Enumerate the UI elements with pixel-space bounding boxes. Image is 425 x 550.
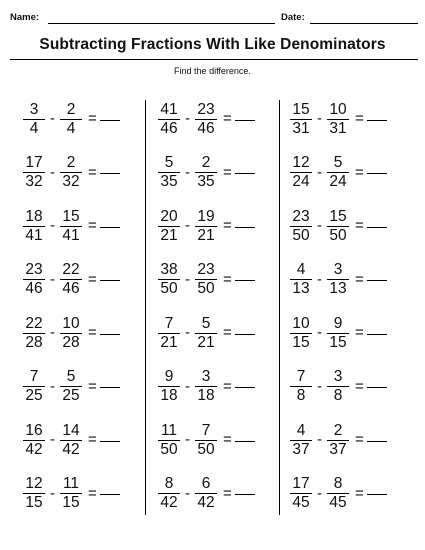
numerator: 2 bbox=[66, 100, 76, 118]
equals-sign: = bbox=[223, 377, 232, 395]
subtrahend-fraction bbox=[60, 209, 82, 244]
subtrahend-fraction bbox=[195, 155, 217, 190]
minuend-fraction bbox=[158, 155, 180, 190]
numerator: 14 bbox=[62, 421, 80, 439]
answer-blank[interactable] bbox=[100, 441, 120, 442]
numerator: 9 bbox=[333, 314, 343, 332]
equals-sign: = bbox=[355, 110, 364, 127]
minus-sign: - bbox=[50, 324, 55, 341]
minuend-fraction bbox=[158, 316, 180, 351]
numerator: 11 bbox=[62, 475, 80, 492]
equals-sign: = bbox=[88, 324, 97, 341]
denominator: 8 bbox=[333, 387, 343, 404]
equals-sign: = bbox=[355, 324, 364, 341]
equals-sign: = bbox=[88, 431, 97, 448]
denominator: 13 bbox=[329, 280, 347, 297]
equals-sign: = bbox=[223, 324, 232, 341]
subtraction-problem bbox=[23, 99, 120, 139]
denominator: 37 bbox=[329, 440, 347, 458]
numerator: 6 bbox=[201, 475, 211, 492]
answer-blank[interactable] bbox=[367, 227, 387, 228]
denominator: 46 bbox=[25, 280, 43, 297]
subtraction-problem bbox=[290, 420, 387, 460]
minuend-fraction bbox=[290, 423, 312, 458]
equals-sign: = bbox=[88, 163, 97, 181]
subtrahend-fraction bbox=[60, 102, 82, 137]
equals-sign: = bbox=[223, 270, 232, 288]
worksheet-header bbox=[10, 12, 418, 26]
subtraction-problem bbox=[158, 313, 255, 353]
denominator: 15 bbox=[62, 494, 80, 511]
minus-sign: - bbox=[50, 484, 55, 502]
denominator: 50 bbox=[329, 226, 347, 244]
subtrahend-fraction bbox=[327, 476, 349, 511]
numerator: 23 bbox=[292, 207, 310, 225]
denominator: 46 bbox=[160, 119, 178, 137]
numerator: 5 bbox=[164, 154, 174, 171]
equals-sign: = bbox=[355, 163, 364, 181]
equals-sign: = bbox=[355, 431, 364, 448]
subtraction-problem bbox=[158, 474, 255, 514]
subtrahend-fraction bbox=[327, 316, 349, 351]
numerator: 17 bbox=[292, 475, 310, 492]
denominator: 21 bbox=[160, 226, 178, 244]
equals-sign: = bbox=[355, 484, 364, 502]
minuend-fraction bbox=[158, 102, 180, 137]
subtrahend-fraction bbox=[195, 423, 217, 458]
equals-sign: = bbox=[88, 270, 97, 288]
equals-sign: = bbox=[355, 377, 364, 395]
subtrahend-fraction bbox=[60, 316, 82, 351]
minuend-fraction bbox=[23, 369, 45, 404]
subtraction-problem bbox=[23, 367, 120, 407]
minus-sign: - bbox=[185, 377, 190, 395]
answer-blank[interactable] bbox=[100, 387, 120, 388]
minus-sign: - bbox=[185, 270, 190, 288]
numerator: 4 bbox=[296, 421, 306, 439]
numerator: 5 bbox=[201, 314, 211, 332]
minus-sign: - bbox=[50, 110, 55, 127]
denominator: 50 bbox=[292, 226, 310, 244]
subtraction-problem bbox=[290, 313, 387, 353]
date-write-in-line[interactable] bbox=[310, 23, 418, 24]
numerator: 17 bbox=[25, 154, 43, 171]
minus-sign: - bbox=[317, 377, 322, 395]
date-label: Date: bbox=[281, 12, 305, 23]
answer-blank[interactable] bbox=[235, 173, 255, 174]
equals-sign: = bbox=[88, 484, 97, 502]
subtraction-problem bbox=[158, 367, 255, 407]
denominator: 8 bbox=[296, 387, 306, 404]
numerator: 12 bbox=[292, 154, 310, 171]
denominator: 42 bbox=[62, 440, 80, 458]
answer-blank[interactable] bbox=[235, 120, 255, 121]
numerator: 16 bbox=[25, 421, 43, 439]
denominator: 24 bbox=[329, 173, 347, 190]
subtrahend-fraction bbox=[60, 476, 82, 511]
subtraction-problem bbox=[290, 367, 387, 407]
denominator: 46 bbox=[197, 119, 215, 137]
subtrahend-fraction bbox=[327, 423, 349, 458]
numerator: 10 bbox=[329, 100, 347, 118]
subtraction-problem bbox=[23, 206, 120, 246]
minuend-fraction bbox=[290, 262, 312, 297]
minuend-fraction bbox=[290, 209, 312, 244]
equals-sign: = bbox=[88, 217, 97, 234]
denominator: 50 bbox=[160, 440, 178, 458]
minus-sign: - bbox=[185, 217, 190, 234]
denominator: 45 bbox=[329, 494, 347, 511]
numerator: 22 bbox=[62, 261, 80, 278]
numerator: 2 bbox=[66, 154, 76, 171]
denominator: 25 bbox=[62, 387, 80, 404]
subtrahend-fraction bbox=[195, 262, 217, 297]
numerator: 11 bbox=[160, 421, 178, 439]
minuend-fraction bbox=[23, 316, 45, 351]
subtraction-problem bbox=[23, 474, 120, 514]
minus-sign: - bbox=[185, 163, 190, 181]
numerator: 23 bbox=[197, 261, 215, 278]
minus-sign: - bbox=[50, 431, 55, 448]
answer-blank[interactable] bbox=[367, 387, 387, 388]
name-write-in-line[interactable] bbox=[48, 23, 275, 24]
denominator: 42 bbox=[25, 440, 43, 458]
minus-sign: - bbox=[50, 377, 55, 395]
denominator: 15 bbox=[329, 333, 347, 351]
minus-sign: - bbox=[185, 484, 190, 502]
answer-blank[interactable] bbox=[367, 173, 387, 174]
equals-sign: = bbox=[223, 217, 232, 234]
minuend-fraction bbox=[23, 476, 45, 511]
numerator: 20 bbox=[160, 207, 178, 225]
subtraction-problem bbox=[158, 206, 255, 246]
denominator: 35 bbox=[197, 173, 215, 190]
answer-blank[interactable] bbox=[367, 280, 387, 281]
numerator: 3 bbox=[201, 368, 211, 385]
numerator: 4 bbox=[296, 261, 306, 278]
equals-sign: = bbox=[223, 163, 232, 181]
denominator: 18 bbox=[197, 387, 215, 404]
denominator: 18 bbox=[160, 387, 178, 404]
minuend-fraction bbox=[23, 102, 45, 137]
answer-blank[interactable] bbox=[367, 494, 387, 495]
numerator: 3 bbox=[333, 368, 343, 385]
numerator: 7 bbox=[29, 368, 39, 385]
title-divider bbox=[10, 59, 418, 60]
answer-blank[interactable] bbox=[235, 334, 255, 335]
subtrahend-fraction bbox=[327, 209, 349, 244]
answer-blank[interactable] bbox=[235, 227, 255, 228]
minus-sign: - bbox=[317, 110, 322, 127]
denominator: 41 bbox=[62, 226, 80, 244]
subtraction-problem bbox=[290, 474, 387, 514]
numerator: 2 bbox=[201, 154, 211, 171]
denominator: 24 bbox=[292, 173, 310, 190]
subtrahend-fraction bbox=[60, 369, 82, 404]
denominator: 32 bbox=[62, 173, 80, 190]
subtraction-problem bbox=[23, 260, 120, 300]
minus-sign: - bbox=[317, 270, 322, 288]
subtrahend-fraction bbox=[195, 476, 217, 511]
subtraction-problem bbox=[158, 99, 255, 139]
minuend-fraction bbox=[290, 316, 312, 351]
subtrahend-fraction bbox=[195, 102, 217, 137]
denominator: 15 bbox=[292, 333, 310, 351]
numerator: 19 bbox=[197, 207, 215, 225]
numerator: 8 bbox=[333, 475, 343, 492]
minus-sign: - bbox=[317, 163, 322, 181]
numerator: 5 bbox=[333, 154, 343, 171]
denominator: 50 bbox=[160, 280, 178, 297]
subtrahend-fraction bbox=[60, 423, 82, 458]
numerator: 15 bbox=[329, 207, 347, 225]
column-divider-2 bbox=[279, 100, 280, 515]
minuend-fraction bbox=[23, 262, 45, 297]
numerator: 15 bbox=[62, 207, 80, 225]
denominator: 32 bbox=[25, 173, 43, 190]
minus-sign: - bbox=[185, 324, 190, 341]
numerator: 5 bbox=[66, 368, 76, 385]
numerator: 3 bbox=[333, 261, 343, 278]
subtrahend-fraction bbox=[195, 369, 217, 404]
numerator: 12 bbox=[25, 475, 43, 492]
numerator: 10 bbox=[292, 314, 310, 332]
denominator: 21 bbox=[197, 333, 215, 351]
answer-blank[interactable] bbox=[235, 280, 255, 281]
answer-blank[interactable] bbox=[235, 387, 255, 388]
minus-sign: - bbox=[50, 163, 55, 181]
numerator: 7 bbox=[201, 421, 211, 439]
answer-blank[interactable] bbox=[100, 227, 120, 228]
minus-sign: - bbox=[317, 484, 322, 502]
subtraction-problem bbox=[23, 420, 120, 460]
numerator: 15 bbox=[292, 100, 310, 118]
answer-blank[interactable] bbox=[367, 120, 387, 121]
numerator: 23 bbox=[197, 100, 215, 118]
minuend-fraction bbox=[290, 476, 312, 511]
subtraction-problem bbox=[158, 153, 255, 193]
denominator: 46 bbox=[62, 280, 80, 297]
answer-blank[interactable] bbox=[235, 441, 255, 442]
equals-sign: = bbox=[88, 377, 97, 395]
denominator: 21 bbox=[160, 333, 178, 351]
minus-sign: - bbox=[317, 217, 322, 234]
denominator: 13 bbox=[292, 280, 310, 297]
minus-sign: - bbox=[50, 270, 55, 288]
numerator: 9 bbox=[164, 368, 174, 385]
denominator: 28 bbox=[62, 333, 80, 351]
numerator: 2 bbox=[333, 421, 343, 439]
numerator: 23 bbox=[25, 261, 43, 278]
instructions: Find the difference. bbox=[174, 66, 251, 76]
denominator: 35 bbox=[160, 173, 178, 190]
numerator: 10 bbox=[62, 314, 80, 332]
denominator: 28 bbox=[25, 333, 43, 351]
minuend-fraction bbox=[290, 155, 312, 190]
answer-blank[interactable] bbox=[100, 334, 120, 335]
subtraction-problem bbox=[158, 420, 255, 460]
subtrahend-fraction bbox=[327, 369, 349, 404]
minus-sign: - bbox=[317, 324, 322, 341]
numerator: 22 bbox=[25, 314, 43, 332]
subtraction-problem bbox=[290, 206, 387, 246]
minuend-fraction bbox=[158, 369, 180, 404]
subtrahend-fraction bbox=[327, 102, 349, 137]
minuend-fraction bbox=[158, 262, 180, 297]
equals-sign: = bbox=[223, 431, 232, 448]
minuend-fraction bbox=[290, 369, 312, 404]
equals-sign: = bbox=[88, 110, 97, 127]
answer-blank[interactable] bbox=[367, 441, 387, 442]
denominator: 41 bbox=[25, 226, 43, 244]
subtraction-problem bbox=[23, 313, 120, 353]
subtrahend-fraction bbox=[60, 155, 82, 190]
page-title: Subtracting Fractions With Like Denominators bbox=[39, 36, 386, 53]
answer-blank[interactable] bbox=[100, 120, 120, 121]
answer-blank[interactable] bbox=[367, 334, 387, 335]
equals-sign: = bbox=[355, 217, 364, 234]
minuend-fraction bbox=[158, 423, 180, 458]
equals-sign: = bbox=[355, 270, 364, 288]
numerator: 3 bbox=[29, 100, 39, 118]
answer-blank[interactable] bbox=[100, 280, 120, 281]
denominator: 45 bbox=[292, 494, 310, 511]
denominator: 31 bbox=[329, 119, 347, 137]
numerator: 38 bbox=[160, 261, 178, 278]
minuend-fraction bbox=[23, 209, 45, 244]
minuend-fraction bbox=[23, 423, 45, 458]
answer-blank[interactable] bbox=[100, 173, 120, 174]
subtraction-problem bbox=[158, 260, 255, 300]
minuend-fraction bbox=[158, 209, 180, 244]
denominator: 21 bbox=[197, 226, 215, 244]
minus-sign: - bbox=[185, 110, 190, 127]
subtraction-problem bbox=[290, 153, 387, 193]
minus-sign: - bbox=[50, 217, 55, 234]
denominator: 42 bbox=[160, 494, 178, 511]
equals-sign: = bbox=[223, 110, 232, 127]
minuend-fraction bbox=[158, 476, 180, 511]
subtrahend-fraction bbox=[327, 262, 349, 297]
denominator: 15 bbox=[25, 494, 43, 511]
answer-blank[interactable] bbox=[235, 494, 255, 495]
denominator: 50 bbox=[197, 440, 215, 458]
subtrahend-fraction bbox=[60, 262, 82, 297]
column-divider-1 bbox=[145, 100, 146, 515]
numerator: 7 bbox=[296, 368, 306, 385]
equals-sign: = bbox=[223, 484, 232, 502]
denominator: 42 bbox=[197, 494, 215, 511]
denominator: 37 bbox=[292, 440, 310, 458]
subtrahend-fraction bbox=[195, 209, 217, 244]
numerator: 8 bbox=[164, 475, 174, 492]
denominator: 25 bbox=[25, 387, 43, 404]
minuend-fraction bbox=[290, 102, 312, 137]
name-label: Name: bbox=[10, 12, 40, 23]
minuend-fraction bbox=[23, 155, 45, 190]
denominator: 4 bbox=[66, 119, 76, 137]
subtraction-problem bbox=[290, 260, 387, 300]
denominator: 4 bbox=[29, 119, 39, 137]
numerator: 18 bbox=[25, 207, 43, 225]
subtrahend-fraction bbox=[327, 155, 349, 190]
minus-sign: - bbox=[185, 431, 190, 448]
answer-blank[interactable] bbox=[100, 494, 120, 495]
subtraction-problem bbox=[290, 99, 387, 139]
subtrahend-fraction bbox=[195, 316, 217, 351]
minus-sign: - bbox=[317, 431, 322, 448]
numerator: 41 bbox=[160, 100, 178, 118]
denominator: 31 bbox=[292, 119, 310, 137]
subtraction-problem bbox=[23, 153, 120, 193]
numerator: 7 bbox=[164, 314, 174, 332]
denominator: 50 bbox=[197, 280, 215, 297]
